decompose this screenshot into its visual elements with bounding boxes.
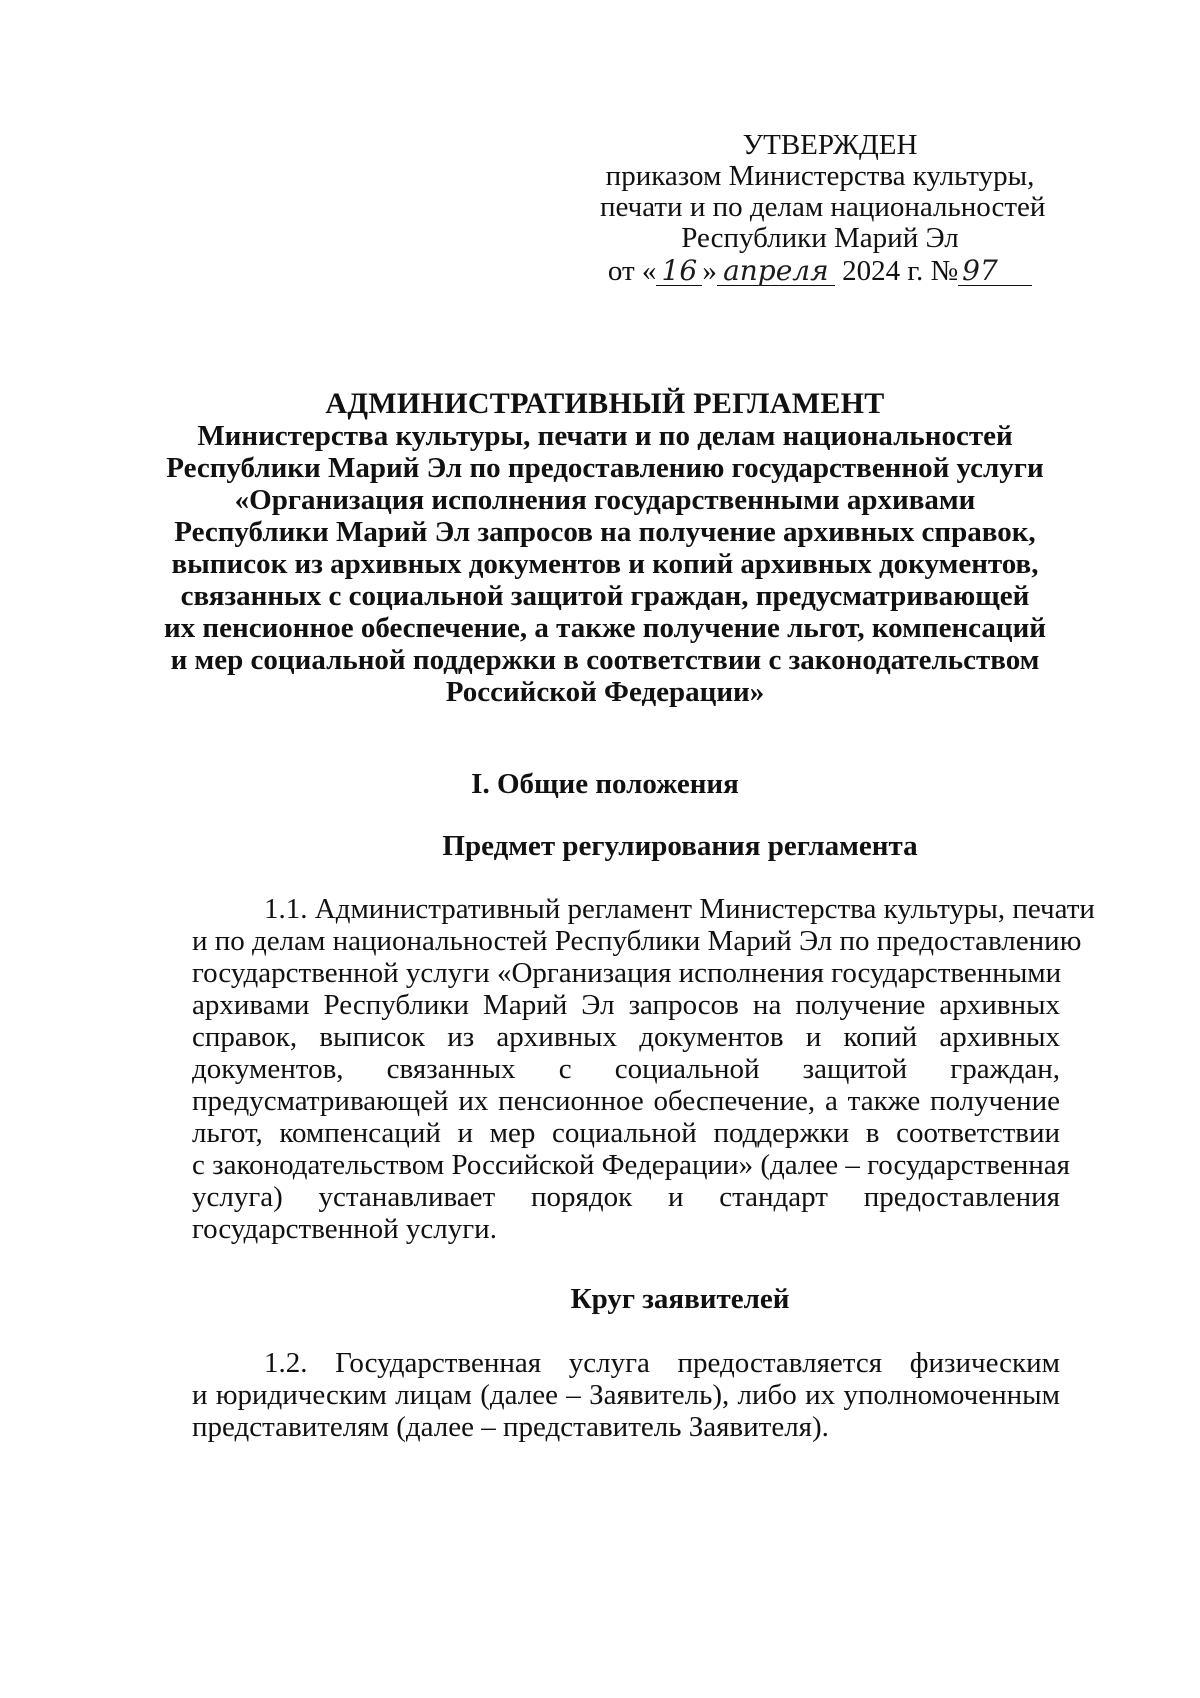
paragraph-1-1	[192, 893, 1095, 1245]
paragraph-line: 1.1. Административный регламент Министерства культуры, печати	[264, 893, 1095, 925]
subsection-heading-subject: Предмет регулирования регламента	[442, 830, 918, 862]
date-month-handwritten: апреля	[717, 257, 835, 286]
approval-date-line	[600, 256, 1040, 287]
paragraph-line: архивами Республики Марий Эл запросов на получение архивных	[192, 989, 1060, 1021]
document-title: АДМИНИСТРАТИВНЫЙ РЕГЛАМЕНТ	[325, 387, 885, 420]
title-line: выписок из архивных документов и копий архивных документов,	[171, 548, 1039, 580]
document-title-block	[160, 388, 1050, 708]
paragraph-line: услуга) устанавливает порядок и стандарт предоставления	[192, 1181, 1060, 1213]
paragraph-line: и по делам национальностей Республики Марий Эл по предоставлению	[192, 925, 1082, 957]
date-day-handwritten: 16	[656, 257, 702, 286]
approval-line-1: приказом Министерства культуры,	[605, 160, 1035, 192]
approval-line-2: печати и по делам национальностей	[600, 191, 1046, 223]
approved-label: УТВЕРЖДЕН	[742, 129, 918, 161]
title-line: связанных с социальной защитой граждан, предусматривающей	[180, 580, 1030, 612]
paragraph-line: с законодательством Российской Федерации» (далее – государственная	[192, 1149, 1070, 1181]
approval-line-3: Республики Марий Эл	[681, 222, 959, 254]
date-prefix: от «	[607, 255, 657, 287]
title-line: Министерства культуры, печати и по делам национальностей	[197, 420, 1013, 452]
title-line: Республики Марий Эл запросов на получение архивных справок,	[174, 516, 1036, 548]
title-line: и мер социальной поддержки в соответствии с законодательством	[170, 644, 1040, 676]
title-line: их пенсионное обеспечение, а также получение льгот, компенсаций	[163, 612, 1047, 644]
paragraph-line: государственной услуги «Организация исполнения государственными	[192, 957, 1062, 989]
title-line: «Организация исполнения государственными архивами	[234, 484, 976, 516]
paragraph-line: льгот, компенсаций и мер социальной поддержки в соответствии	[192, 1117, 1060, 1149]
title-line: Российской Федерации»	[445, 676, 765, 708]
paragraph-line: представителям (далее – представитель Заявителя).	[192, 1411, 829, 1443]
approval-stamp-block	[600, 129, 1046, 287]
date-year: 2024 г. №	[842, 255, 959, 287]
date-mid: »	[702, 255, 717, 287]
title-line: Республики Марий Эл по предоставлению государственной услуги	[166, 452, 1044, 484]
paragraph-1-2	[192, 1347, 1060, 1443]
paragraph-line: 1.2. Государственная услуга предоставляется физическим	[264, 1347, 1060, 1379]
subsection-heading-applicants: Круг заявителей	[570, 1283, 790, 1315]
paragraph-line: справок, выписок из архивных документов и копий архивных	[192, 1021, 1060, 1053]
section-heading: I. Общие положения	[471, 768, 739, 800]
order-number-handwritten: 97	[958, 257, 1032, 286]
paragraph-line: документов, связанных с социальной защитой граждан,	[192, 1053, 1060, 1085]
paragraph-line: предусматривающей их пенсионное обеспечение, а также получение	[192, 1085, 1060, 1117]
paragraph-line: государственной услуги.	[192, 1213, 497, 1245]
paragraph-line: и юридическим лицам (далее – Заявитель), либо их уполномоченным	[192, 1379, 1060, 1411]
